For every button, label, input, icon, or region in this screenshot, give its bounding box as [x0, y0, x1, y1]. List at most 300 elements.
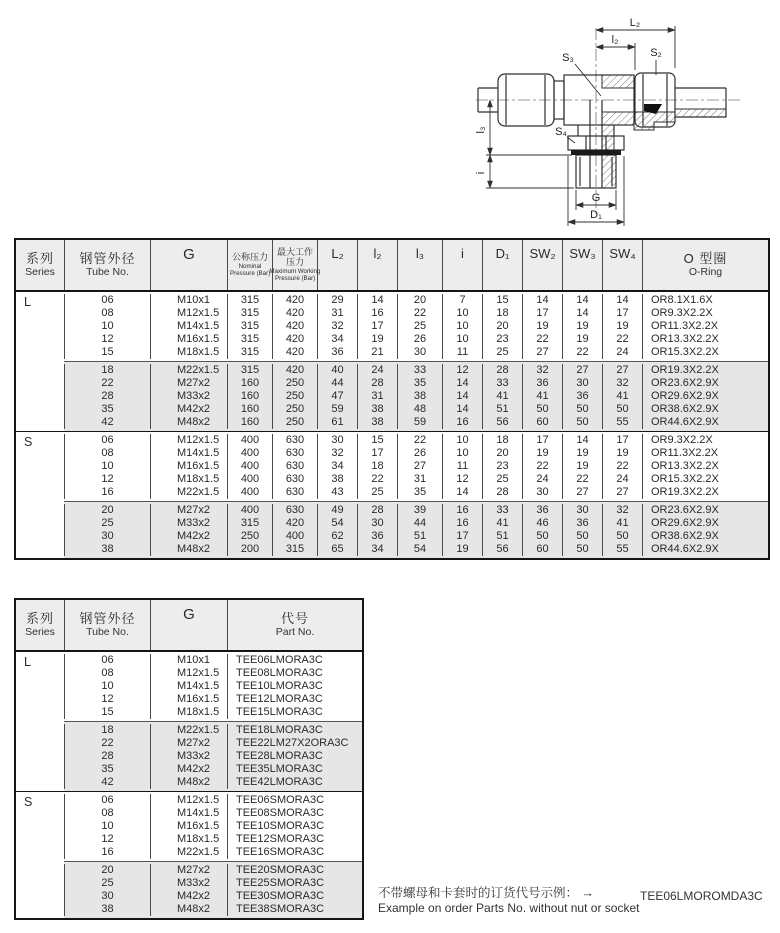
table-cell: 10 — [442, 447, 482, 460]
table-cell: 10 — [64, 680, 150, 693]
header-max-pressure — [269, 240, 321, 290]
table-cell: M12x1.5 — [150, 307, 227, 320]
table-cell: 30 — [562, 504, 602, 517]
table-cell: 19 — [562, 333, 602, 346]
table-cell: 29 — [317, 294, 357, 307]
header-tube-zh: 钢管外径 — [79, 250, 136, 266]
table-cell: 06 — [64, 654, 150, 667]
header-SW2-label: SW₂ — [529, 246, 556, 261]
dim-label-l2: l₂ — [611, 34, 619, 46]
table-cell: 19 — [562, 320, 602, 333]
table-cell: 10 — [64, 820, 150, 833]
table-cell: 15 — [482, 294, 522, 307]
table-cell: 7 — [442, 294, 482, 307]
table-cell: 400 — [227, 486, 272, 499]
table-cell: 22 — [562, 346, 602, 359]
table-cell: 56 — [482, 416, 522, 429]
table-cell: OR19.3X2.2X — [642, 486, 768, 499]
table-row — [64, 903, 362, 916]
table-cell: 08 — [64, 807, 150, 820]
table-cell: 11 — [442, 346, 482, 359]
table-cell: 160 — [227, 403, 272, 416]
table-cell: TEE06SMORA3C — [227, 794, 362, 807]
table-row — [64, 864, 362, 877]
table-cell: OR19.3X2.2X — [642, 364, 768, 377]
table-cell: 50 — [522, 403, 562, 416]
table-cell: 35 — [397, 377, 442, 390]
table-cell: 31 — [397, 473, 442, 486]
table-cell: 32 — [602, 377, 642, 390]
header-max-zh: 最大工作压力 — [276, 246, 313, 267]
table-cell: 20 — [482, 320, 522, 333]
row-block — [64, 861, 362, 918]
table-cell: 55 — [602, 543, 642, 556]
table-cell: 34 — [317, 460, 357, 473]
table-cell: OR15.3X2.2X — [642, 473, 768, 486]
table-cell: TEE20SMORA3C — [227, 864, 362, 877]
table-cell: 630 — [272, 447, 317, 460]
header-max-en2: Pressure (Bar) — [274, 275, 316, 282]
table-cell: 25 — [397, 320, 442, 333]
table-row — [64, 377, 768, 390]
table-cell: M18x1.5 — [150, 833, 227, 846]
table-cell: 34 — [357, 543, 397, 556]
table-cell: 28 — [482, 486, 522, 499]
header-SW4-label: SW₄ — [609, 246, 636, 261]
row-block — [64, 292, 768, 361]
table-cell: M14x1.5 — [150, 320, 227, 333]
table-cell: 54 — [397, 543, 442, 556]
table-cell: OR38.6X2.9X — [642, 530, 768, 543]
table-cell: 38 — [64, 903, 150, 916]
table-cell: 315 — [227, 346, 272, 359]
table-cell: 17 — [522, 434, 562, 447]
table-cell: OR23.6X2.9X — [642, 504, 768, 517]
table-cell: 14 — [357, 294, 397, 307]
table-cell: 420 — [272, 333, 317, 346]
table-cell: 22 — [64, 377, 150, 390]
table-cell: OR9.3X2.2X — [642, 307, 768, 320]
table-cell: OR11.3X2.2X — [642, 447, 768, 460]
table-cell: 47 — [317, 390, 357, 403]
table-cell: 22 — [602, 460, 642, 473]
header-g-thread — [150, 600, 227, 650]
table-cell: TEE38SMORA3C — [227, 903, 362, 916]
table-cell: 16 — [442, 517, 482, 530]
table-cell: 32 — [317, 447, 357, 460]
table-cell: 28 — [357, 504, 397, 517]
table-row — [64, 680, 362, 693]
header-series-en: Series — [25, 265, 55, 278]
table-cell: 62 — [317, 530, 357, 543]
table-row — [64, 447, 768, 460]
table-cell: 59 — [317, 403, 357, 416]
table-cell: 41 — [482, 390, 522, 403]
header-tube-no — [64, 600, 150, 650]
series-label: S — [24, 435, 33, 449]
table-cell: 16 — [442, 416, 482, 429]
table-cell: 23 — [482, 333, 522, 346]
table-cell: 14 — [522, 294, 562, 307]
table-cell: 30 — [317, 434, 357, 447]
table-cell: 12 — [64, 473, 150, 486]
table-cell: 11 — [442, 460, 482, 473]
table-cell: OR13.3X2.2X — [642, 333, 768, 346]
table-cell: 32 — [602, 504, 642, 517]
dim-label-D1: D₁ — [590, 209, 602, 221]
table-cell: M33x2 — [150, 877, 227, 890]
dimensions-table-header — [16, 240, 768, 292]
table-cell: TEE30SMORA3C — [227, 890, 362, 903]
table-cell: TEE22LM27X2ORA3C — [227, 737, 362, 750]
table-cell: TEE06LMORA3C — [227, 654, 362, 667]
table-cell: 41 — [602, 390, 642, 403]
table-row — [64, 877, 362, 890]
table-cell: 15 — [64, 706, 150, 719]
table-cell: 06 — [64, 294, 150, 307]
table-cell: OR44.6X2.9X — [642, 416, 768, 429]
row-block — [64, 652, 362, 721]
table-cell: 14 — [442, 390, 482, 403]
table-cell: 51 — [482, 403, 522, 416]
header-series-en: Series — [25, 625, 55, 638]
table-cell: M42x2 — [150, 403, 227, 416]
table-cell: 315 — [227, 307, 272, 320]
table-cell: 27 — [562, 364, 602, 377]
table-cell: 17 — [522, 307, 562, 320]
header-L2-label: L₂ — [331, 246, 344, 261]
table-cell: M27x2 — [150, 504, 227, 517]
table-cell: 35 — [397, 486, 442, 499]
table-cell: 12 — [442, 364, 482, 377]
table-cell: 27 — [397, 460, 442, 473]
table-cell: 51 — [482, 530, 522, 543]
table-cell: OR38.6X2.9X — [642, 403, 768, 416]
table-cell: 32 — [522, 364, 562, 377]
table-cell: 41 — [482, 517, 522, 530]
table-cell: 22 — [357, 473, 397, 486]
table-cell: M22x1.5 — [150, 846, 227, 859]
table-cell: M33x2 — [150, 750, 227, 763]
table-cell: M16x1.5 — [150, 693, 227, 706]
table-cell: 14 — [562, 307, 602, 320]
table-cell: M10x1 — [150, 294, 227, 307]
header-g-thread — [150, 240, 227, 290]
header-o-ring — [642, 240, 768, 290]
table-cell: 400 — [272, 530, 317, 543]
table-cell: 12 — [64, 833, 150, 846]
header-series-zh: 系列 — [25, 610, 54, 626]
table-cell: M22x1.5 — [150, 486, 227, 499]
dim-label-G: G — [591, 192, 601, 204]
table-cell: 10 — [64, 320, 150, 333]
table-row — [64, 543, 768, 556]
table-row — [64, 460, 768, 473]
dim-label-i: i — [475, 171, 487, 175]
table-cell: 60 — [522, 416, 562, 429]
table-row — [64, 846, 362, 859]
header-nominal-en1: Nominal — [238, 262, 262, 270]
table-cell: 22 — [397, 307, 442, 320]
table-cell: M33x2 — [150, 517, 227, 530]
table-cell: 400 — [227, 504, 272, 517]
table-cell: 24 — [522, 473, 562, 486]
section-hatch — [602, 75, 726, 188]
table-cell: 315 — [227, 517, 272, 530]
table-cell: M10x1 — [150, 654, 227, 667]
table-row — [64, 794, 362, 807]
table-cell: 27 — [602, 364, 642, 377]
table-cell: M14x1.5 — [150, 680, 227, 693]
table-cell: M48x2 — [150, 543, 227, 556]
table-cell: M27x2 — [150, 377, 227, 390]
table-cell: 250 — [227, 530, 272, 543]
table-cell: 14 — [562, 294, 602, 307]
table-cell: 39 — [397, 504, 442, 517]
table-cell: 48 — [397, 403, 442, 416]
table-cell: 400 — [227, 447, 272, 460]
table-cell: 28 — [482, 364, 522, 377]
table-cell: 35 — [64, 763, 150, 776]
table-row — [64, 833, 362, 846]
table-cell: M18x1.5 — [150, 706, 227, 719]
table-cell: 51 — [397, 530, 442, 543]
table-cell: M48x2 — [150, 776, 227, 789]
table-cell: 49 — [317, 504, 357, 517]
table-cell: 24 — [357, 364, 397, 377]
table-cell: M33x2 — [150, 390, 227, 403]
table-cell: 30 — [522, 486, 562, 499]
table-cell: 18 — [357, 460, 397, 473]
table-cell: 17 — [602, 434, 642, 447]
header-part-zh: 代号 — [280, 610, 309, 626]
table-cell: M42x2 — [150, 763, 227, 776]
table-cell: M18x1.5 — [150, 346, 227, 359]
table-cell: 250 — [272, 390, 317, 403]
header-SW2 — [522, 240, 562, 290]
table-cell: 65 — [317, 543, 357, 556]
row-block — [64, 792, 362, 861]
table-cell: 36 — [317, 346, 357, 359]
header-nominal-zh: 公称压力 — [231, 251, 268, 262]
table-row — [64, 737, 362, 750]
table-cell: 22 — [602, 333, 642, 346]
table-cell: 28 — [64, 390, 150, 403]
table-cell: 400 — [227, 473, 272, 486]
table-cell: TEE08LMORA3C — [227, 667, 362, 680]
part-number-table — [14, 598, 364, 920]
table-cell: 50 — [602, 403, 642, 416]
table-cell: 22 — [522, 333, 562, 346]
table-cell: 19 — [442, 543, 482, 556]
dim-label-L2: L₂ — [629, 17, 641, 29]
table-cell: 22 — [562, 473, 602, 486]
table-cell: 38 — [64, 543, 150, 556]
table-cell: 50 — [602, 530, 642, 543]
table-cell: TEE42LMORA3C — [227, 776, 362, 789]
table-row — [64, 390, 768, 403]
table-cell: 06 — [64, 794, 150, 807]
table-cell: 420 — [272, 294, 317, 307]
table-cell: 18 — [64, 724, 150, 737]
table-row — [64, 403, 768, 416]
table-row — [64, 346, 768, 359]
table-cell: 55 — [602, 416, 642, 429]
table-row — [64, 333, 768, 346]
table-cell: 420 — [272, 364, 317, 377]
table-cell: 315 — [227, 364, 272, 377]
table-cell: 17 — [602, 307, 642, 320]
table-cell: 12 — [64, 693, 150, 706]
table-cell: OR8.1X1.6X — [642, 294, 768, 307]
header-i — [442, 240, 482, 290]
table-cell: 20 — [64, 864, 150, 877]
table-cell: 18 — [482, 434, 522, 447]
table-cell: M14x1.5 — [150, 447, 227, 460]
table-cell: OR15.3X2.2X — [642, 346, 768, 359]
table-cell: TEE10SMORA3C — [227, 820, 362, 833]
table-cell: 36 — [357, 530, 397, 543]
dim-label-S4: S₄ — [555, 126, 567, 138]
order-example-note-zh: 不带螺母和卡套时的订货代号示例： → — [378, 886, 594, 900]
table-cell: OR29.6X2.9X — [642, 517, 768, 530]
table-cell: 16 — [357, 307, 397, 320]
table-cell: 315 — [272, 543, 317, 556]
dim-label-S2: S₂ — [650, 47, 662, 59]
header-oring-en: O-Ring — [688, 265, 723, 278]
header-tube-en: Tube No. — [86, 625, 129, 638]
header-series — [16, 240, 64, 290]
table-cell: 50 — [562, 530, 602, 543]
table-cell: 420 — [272, 320, 317, 333]
table-cell: 38 — [397, 390, 442, 403]
table-row — [64, 320, 768, 333]
o-ring-band — [571, 150, 621, 155]
tee-fitting-svg — [448, 4, 778, 232]
header-SW4 — [602, 240, 642, 290]
table-row — [64, 517, 768, 530]
table-cell: 36 — [562, 390, 602, 403]
table-cell: M27x2 — [150, 737, 227, 750]
table-cell: M14x1.5 — [150, 807, 227, 820]
table-cell: 54 — [317, 517, 357, 530]
dim-label-l3: l₃ — [475, 126, 487, 134]
table-cell: 30 — [397, 346, 442, 359]
header-l3 — [397, 240, 442, 290]
table-cell: TEE12LMORA3C — [227, 693, 362, 706]
header-D1 — [482, 240, 522, 290]
table-cell: 25 — [482, 473, 522, 486]
table-row — [64, 364, 768, 377]
table-cell: 10 — [64, 460, 150, 473]
table-cell: 44 — [317, 377, 357, 390]
table-cell: M27x2 — [150, 864, 227, 877]
table-cell: 41 — [522, 390, 562, 403]
table-cell: 50 — [562, 403, 602, 416]
table-cell: 31 — [317, 307, 357, 320]
table-cell: 19 — [602, 320, 642, 333]
table-cell: 10 — [442, 333, 482, 346]
table-cell: 160 — [227, 377, 272, 390]
series-group — [16, 431, 768, 558]
table-cell: M48x2 — [150, 903, 227, 916]
table-cell: 250 — [272, 377, 317, 390]
table-cell: 10 — [442, 320, 482, 333]
table-cell: 630 — [272, 434, 317, 447]
table-cell: M42x2 — [150, 890, 227, 903]
table-cell: 420 — [272, 346, 317, 359]
header-part-en: Part No. — [275, 625, 315, 638]
table-cell: 36 — [522, 504, 562, 517]
table-cell: 16 — [64, 846, 150, 859]
table-cell: 420 — [272, 307, 317, 320]
table-row — [64, 667, 362, 680]
table-row — [64, 820, 362, 833]
table-cell: 20 — [482, 447, 522, 460]
table-row — [64, 807, 362, 820]
table-cell: OR23.6X2.9X — [642, 377, 768, 390]
table-cell: 25 — [64, 517, 150, 530]
table-cell: 19 — [357, 333, 397, 346]
table-cell: 16 — [442, 504, 482, 517]
table-cell: 12 — [64, 333, 150, 346]
table-cell: 15 — [357, 434, 397, 447]
table-cell: OR9.3X2.2X — [642, 434, 768, 447]
table-cell: 33 — [482, 504, 522, 517]
table-cell: 21 — [357, 346, 397, 359]
table-cell: 17 — [357, 320, 397, 333]
table-cell: 19 — [522, 320, 562, 333]
part-number-table-header — [16, 600, 362, 652]
row-block — [64, 501, 768, 558]
table-cell: 38 — [357, 416, 397, 429]
table-cell: 17 — [357, 447, 397, 460]
table-cell: OR11.3X2.2X — [642, 320, 768, 333]
table-cell: 160 — [227, 416, 272, 429]
table-cell: 27 — [522, 346, 562, 359]
table-cell: 16 — [64, 486, 150, 499]
table-cell: 40 — [317, 364, 357, 377]
header-g-label: G — [183, 246, 195, 263]
header-l3-label: l₃ — [415, 246, 425, 261]
table-row — [64, 890, 362, 903]
table-cell: 22 — [522, 460, 562, 473]
table-cell: 35 — [64, 403, 150, 416]
table-cell: 34 — [317, 333, 357, 346]
table-cell: 26 — [397, 447, 442, 460]
table-cell: OR13.3X2.2X — [642, 460, 768, 473]
table-cell: 315 — [227, 320, 272, 333]
header-D1-label: D₁ — [495, 246, 510, 261]
table-cell: 315 — [227, 333, 272, 346]
header-tube-zh: 钢管外径 — [79, 610, 136, 626]
table-cell: 14 — [442, 486, 482, 499]
header-L2 — [317, 240, 357, 290]
header-i-label: i — [461, 246, 464, 261]
table-cell: 19 — [562, 447, 602, 460]
table-cell: 14 — [442, 403, 482, 416]
table-cell: 22 — [397, 434, 442, 447]
table-cell: 630 — [272, 473, 317, 486]
table-cell: M42x2 — [150, 530, 227, 543]
table-cell: M18x1.5 — [150, 473, 227, 486]
series-group — [16, 652, 362, 791]
table-cell: 12 — [442, 473, 482, 486]
table-cell: 250 — [272, 403, 317, 416]
table-cell: 420 — [272, 517, 317, 530]
table-row — [64, 416, 768, 429]
table-cell: 24 — [602, 346, 642, 359]
